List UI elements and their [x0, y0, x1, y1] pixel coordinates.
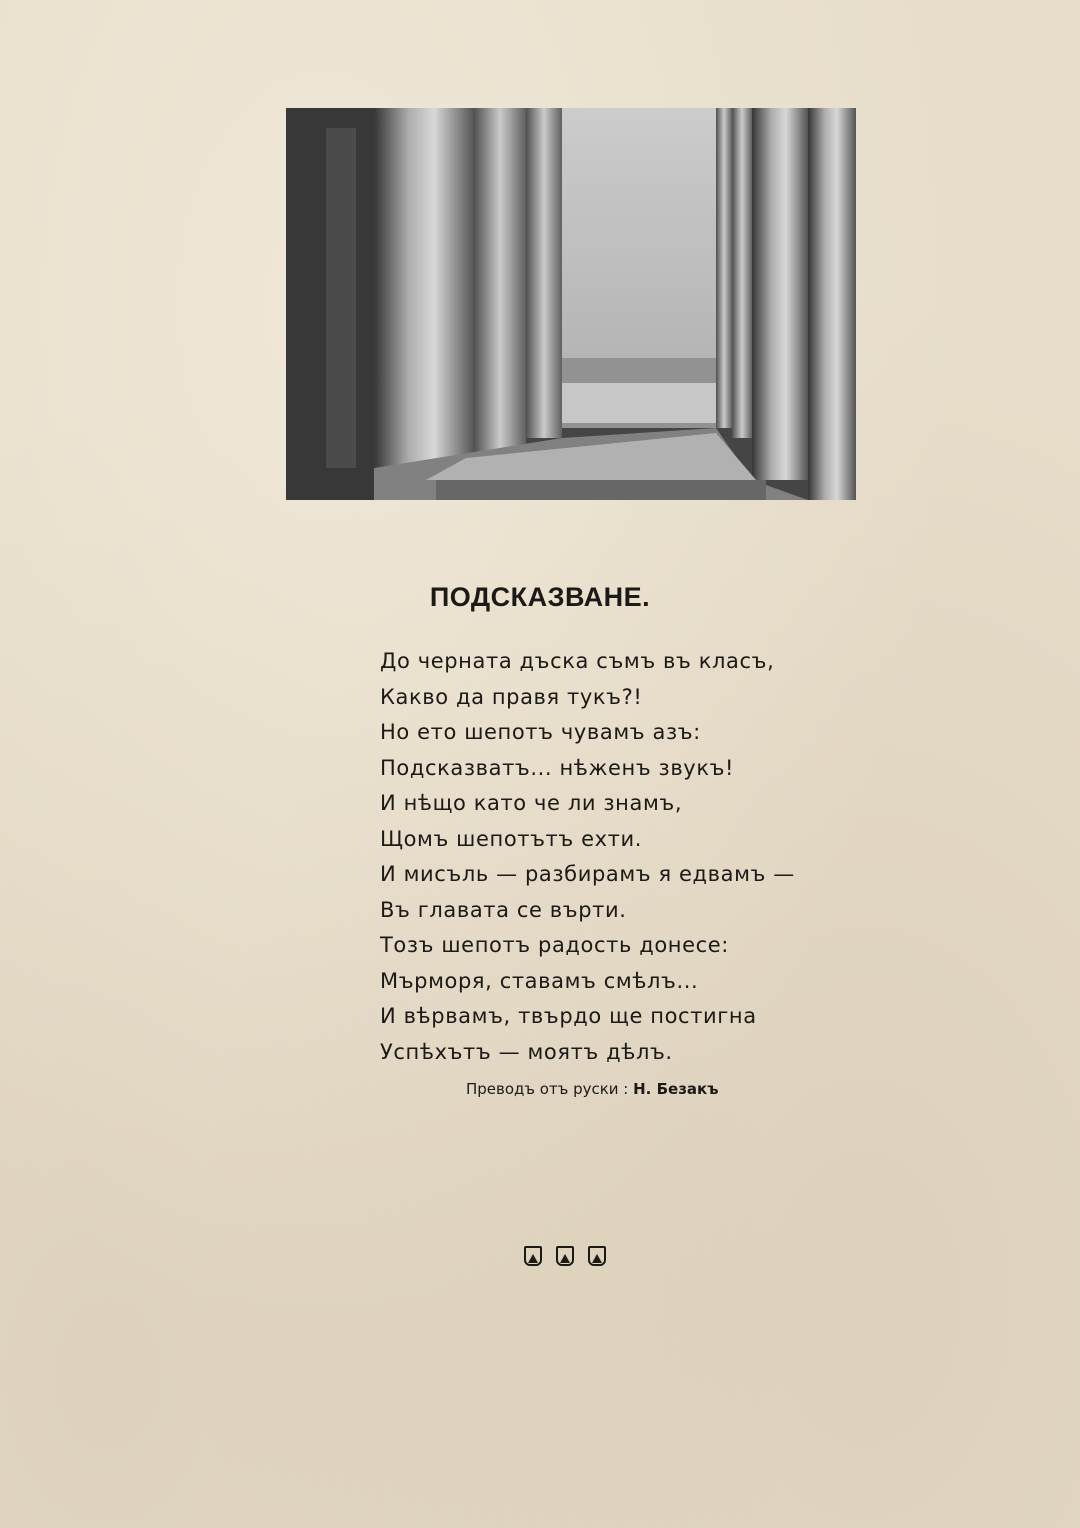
ornament-icon	[556, 1246, 574, 1266]
poem-line: Мърморя, ставамъ смѣлъ...	[380, 968, 699, 993]
poem-title: ПОДСКАЗВАНЕ.	[429, 582, 651, 612]
colonnade-illustration	[286, 108, 856, 500]
poem-line: Но ето шепотъ чувамъ азъ:	[380, 720, 701, 744]
poem-line: Щомъ шепотътъ ехти.	[380, 826, 643, 851]
poem-line: И нѣщо като че ли знамъ,	[380, 791, 683, 815]
poem-line: И вѣрвамъ, твърдо ще постигна	[380, 1004, 757, 1028]
end-ornament	[524, 1246, 606, 1266]
poem-line: Успѣхътъ — моятъ дѣлъ.	[380, 1039, 673, 1064]
poem-line: И мисъль — разбирамъ я едвамъ —	[380, 862, 795, 886]
poem-line: До черната дъска съмъ въ класъ,	[380, 649, 775, 673]
ornament-icon	[588, 1246, 606, 1266]
poem-line: Какво да правя тукъ?!	[380, 684, 643, 709]
poem-line: Въ главата се върти.	[380, 897, 627, 922]
ornament-icon	[524, 1246, 542, 1266]
poem-stanza	[380, 644, 840, 1070]
poem-line: Подсказватъ... нѣженъ звукъ!	[380, 755, 735, 780]
translation-credit-label: Преводъ отъ руски :	[466, 1080, 629, 1098]
translation-credit	[466, 1080, 719, 1098]
translator-name: Н. Безакъ	[633, 1080, 719, 1098]
colonnade-photo	[286, 108, 856, 500]
poem-line: Тозъ шепотъ радость донесе:	[380, 933, 729, 957]
